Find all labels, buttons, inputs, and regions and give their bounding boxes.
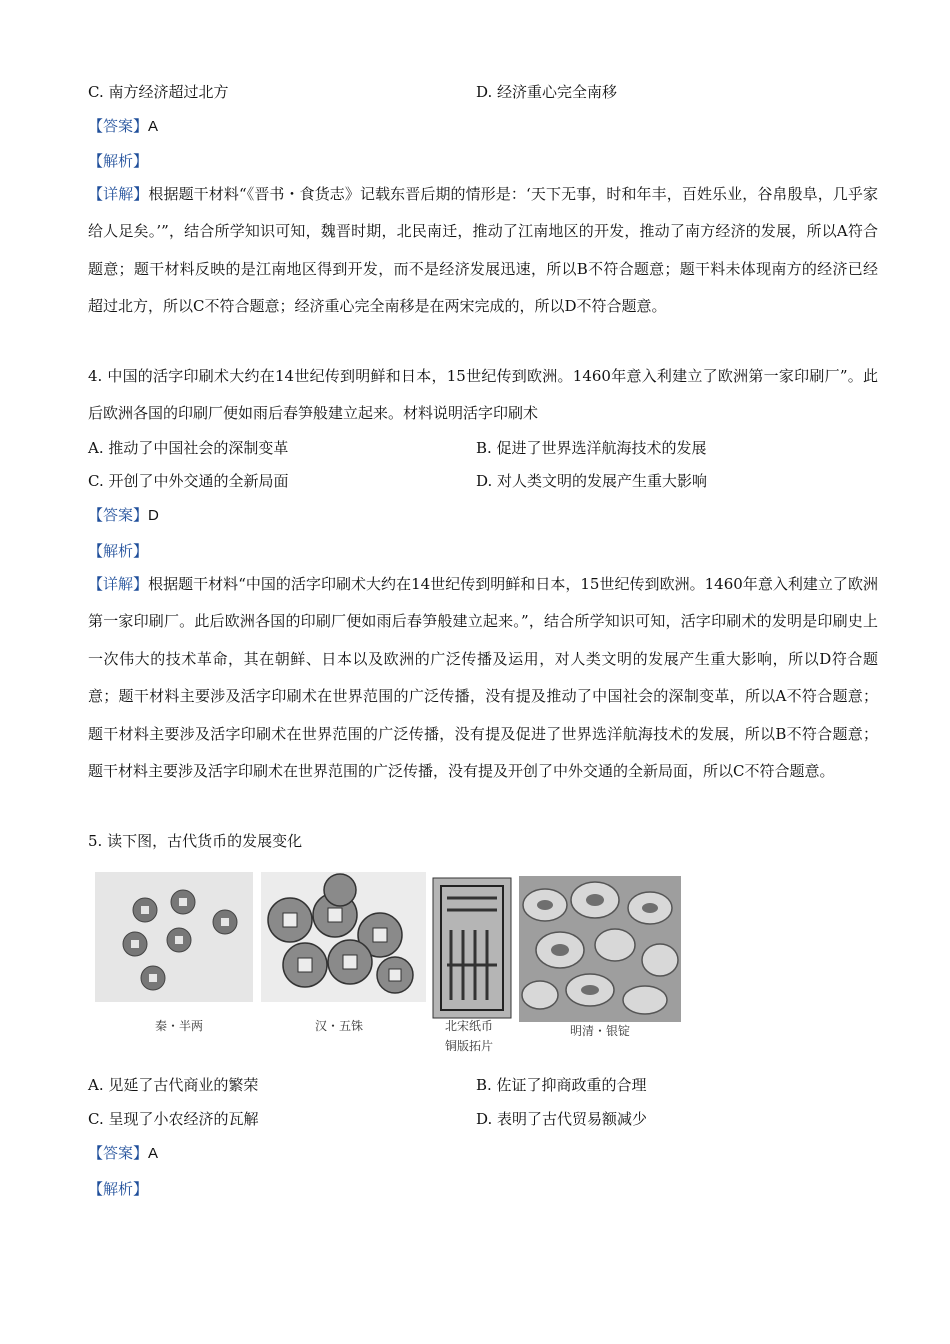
q3-option-d: D. 经济重心完全南移 [476, 83, 618, 101]
detail-text: 根据题干材料“《晋书・食货志》记载东晋后期的情形是：‘天下无事，时和年丰，百姓乐业，谷帛殷阜，几乎家给人足矣。’”，结合所学知识可知，魏晋时期，北民南迁，推动了江南地区的开发，推动了南方经济的发展，所以A符合题意；题干材料反映的是江南地区得到开发，而不是经济发展迅速，所以B不符合题意；题干料未体现南方的经济已经超过北方，所以C不符合题意；经济重心完全南移是在两宋完成的，所以D不符合题意。 [88, 185, 878, 316]
q4-option-d: D. 对人类文明的发展产生重大影响 [476, 472, 708, 490]
q5-option-b: B. 佐证了抑商政重的合理 [476, 1076, 647, 1094]
answer-value: D [148, 507, 159, 524]
answer-label: 【答案】 [88, 506, 149, 524]
answer-label: 【答案】 [88, 1144, 149, 1162]
q3-detail [88, 176, 878, 326]
q5-option-d: D. 表明了古代贸易额减少 [476, 1110, 648, 1128]
caption-mingqing: 明清・银锭 [570, 1024, 631, 1038]
caption-song-2: 铜版拓片 [445, 1039, 494, 1053]
q5-analysis-label: 【解析】 [88, 1180, 149, 1198]
mingqing-silver-image [519, 876, 681, 1022]
q4-stem: 4. 中国的活字印刷术大约在14世纪传到明鲜和日本，15世纪传到欧洲。1460年意入利建立了欧洲第一家印刷厂”。此后欧洲各国的印刷厂便如雨后春笋般建立起来。材料说明活字印刷术 [88, 367, 878, 423]
q3-answer [88, 115, 158, 136]
han-wuzhu-image [261, 872, 426, 1002]
answer-value: A [148, 1145, 159, 1162]
answer-label: 【答案】 [88, 117, 149, 135]
currency-figure [95, 870, 685, 1060]
song-paper-money-image [433, 878, 511, 1018]
q5-stem: 5. 读下图，古代货币的发展变化 [88, 832, 303, 850]
q4-detail [88, 566, 878, 790]
q5-option-a: A. 见延了古代商业的繁荣 [88, 1076, 259, 1094]
caption-han: 汉・五铢 [315, 1019, 364, 1033]
q4-option-a: A. 推动了中国社会的深制变革 [88, 439, 289, 457]
q5-option-c: C. 呈现了小农经济的瓦解 [88, 1110, 259, 1128]
q4-analysis-label: 【解析】 [88, 542, 149, 560]
q3-analysis-label: 【解析】 [88, 152, 149, 170]
q4-option-b: B. 促进了世界选洋航海技术的发展 [476, 439, 707, 457]
qin-banliang-image [95, 872, 253, 1002]
caption-qin: 秦・半两 [155, 1019, 204, 1033]
detail-text: 根据题干材料“中国的活字印刷术大约在14世纪传到明鲜和日本，15世纪传到欧洲。1460年意入利建立了欧洲第一家印刷厂。此后欧洲各国的印刷厂便如雨后春笋般建立起来。”，结合所学知识可知，活字印刷术的发明是印刷史上一次伟大的技术革命，其在朝鲜、日本以及欧洲的广泛传播及运用，对人类文明的发展产生重大影响，所以D符合题意；题干材料主要涉及活字印刷术在世界范围的广泛传播，没有提及推动了中国社会的深制变革，所以A不符合题意；题干材料主要涉及活字印刷术在世界范围的广泛传播，没有提及促进了世界选洋航海技术的发展，所以B不符合题意；题干材料主要涉及活字印刷术在世界范围的广泛传播，没有提及开创了中外交通的全新局面，所以C不符合题意。 [88, 575, 878, 781]
q3-option-c: C. 南方经济超过北方 [88, 83, 229, 101]
answer-value: A [148, 118, 159, 135]
q5-answer [88, 1142, 158, 1163]
detail-label: 【详解】 [88, 185, 149, 203]
caption-song: 北宋纸币 [445, 1019, 494, 1033]
q4-option-c: C. 开创了中外交通的全新局面 [88, 472, 289, 490]
q4-answer [88, 504, 159, 525]
detail-label: 【详解】 [88, 575, 149, 593]
